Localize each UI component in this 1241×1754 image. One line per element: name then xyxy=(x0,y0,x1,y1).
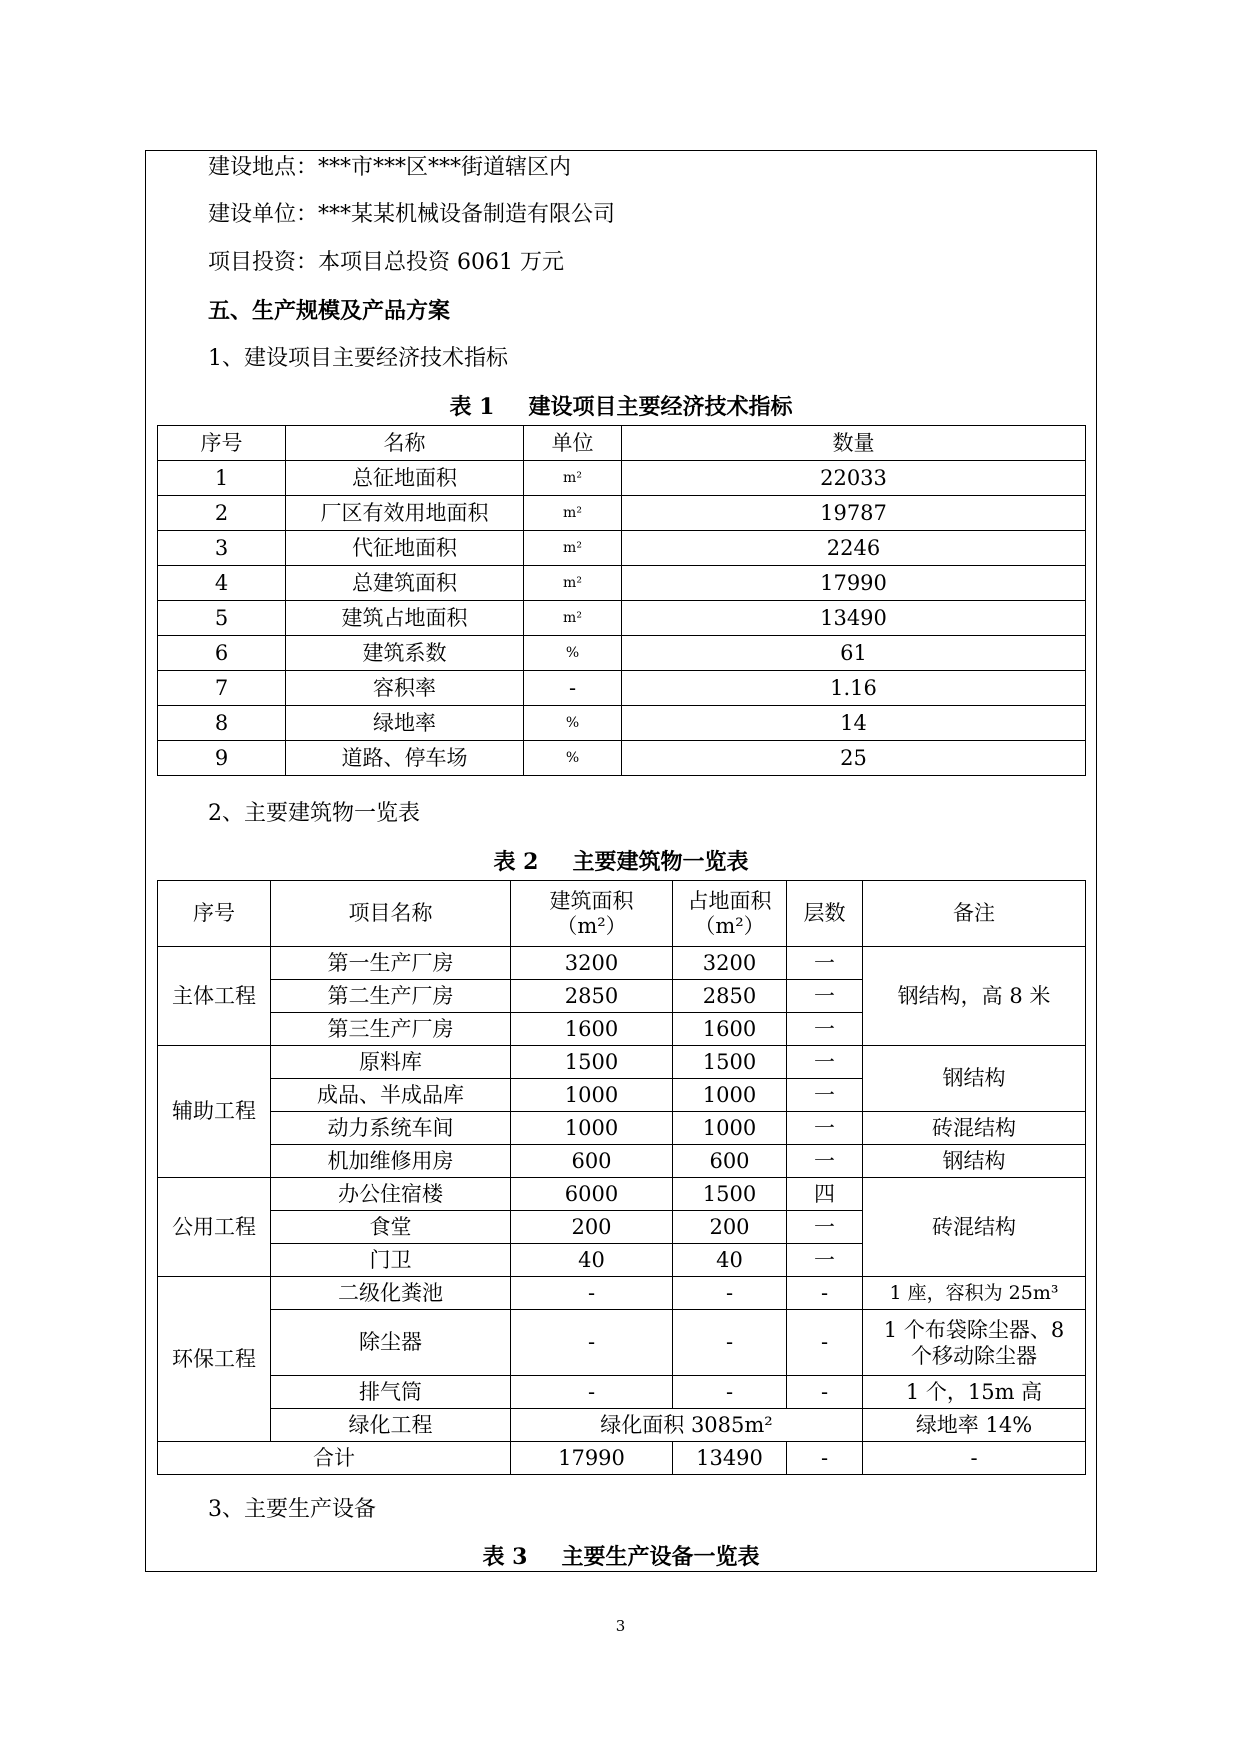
table-cell: 40 xyxy=(511,1244,673,1277)
table-cell: 14 xyxy=(622,706,1086,741)
table-cell: 13490 xyxy=(622,601,1086,636)
header-cell: 项目名称 xyxy=(271,881,511,947)
table-header-row xyxy=(158,881,1086,947)
table-cell: 动力系统车间 xyxy=(271,1112,511,1145)
table-cell: - xyxy=(787,1310,863,1376)
table-header-row xyxy=(158,426,1086,461)
table-cell: 2 xyxy=(158,496,286,531)
table-cell: 1000 xyxy=(511,1079,673,1112)
group-cell-aux: 辅助工程 xyxy=(158,1046,271,1178)
table-cell: 13490 xyxy=(673,1442,787,1475)
table-cell: 6000 xyxy=(511,1178,673,1211)
table-cell: - xyxy=(787,1277,863,1310)
table-cell: 8 xyxy=(158,706,286,741)
table-row xyxy=(158,496,1086,531)
table-cell: m² xyxy=(524,531,622,566)
table-cell: 19787 xyxy=(622,496,1086,531)
table-cell: % xyxy=(524,636,622,671)
table-cell: m² xyxy=(524,461,622,496)
table-row xyxy=(158,1310,1086,1376)
table-cell: 一 xyxy=(787,1046,863,1079)
table-3-caption-title: 主要生产设备一览表 xyxy=(561,1544,760,1570)
build-area-unit: （m²） xyxy=(556,913,627,938)
table-cell: m² xyxy=(524,566,622,601)
subsection-3: 3、主要生产设备 xyxy=(208,1497,376,1522)
header-cell: 单位 xyxy=(524,426,622,461)
table-cell: 61 xyxy=(622,636,1086,671)
table-cell: 建筑占地面积 xyxy=(286,601,524,636)
construction-unit: 建设单位：***某某机械设备制造有限公司 xyxy=(208,202,616,227)
table-cell: 25 xyxy=(622,741,1086,776)
subsection-2: 2、主要建筑物一览表 xyxy=(208,801,420,826)
note-cell: 1 座，容积为 25m³ xyxy=(863,1277,1086,1310)
table-cell: 1500 xyxy=(673,1046,787,1079)
table-cell: 食堂 xyxy=(271,1211,511,1244)
table-cell: 1000 xyxy=(673,1112,787,1145)
header-cell: 名称 xyxy=(286,426,524,461)
table-cell: 代征地面积 xyxy=(286,531,524,566)
table-1-caption-title: 建设项目主要经济技术指标 xyxy=(528,394,793,420)
table-cell: m² xyxy=(524,496,622,531)
table-cell: 一 xyxy=(787,1145,863,1178)
table-cell: 5 xyxy=(158,601,286,636)
table-cell: - xyxy=(787,1376,863,1409)
table-row xyxy=(158,1046,1086,1079)
table-cell: 1.16 xyxy=(622,671,1086,706)
note-cell: 1 个布袋除尘器、8 个移动除尘器 xyxy=(863,1310,1086,1376)
table-cell: % xyxy=(524,741,622,776)
table-cell: - xyxy=(673,1376,787,1409)
table-row xyxy=(158,636,1086,671)
table-row xyxy=(158,461,1086,496)
subsection-1: 1、建设项目主要经济技术指标 xyxy=(208,346,508,371)
table-cell: 3 xyxy=(158,531,286,566)
note-cell: 绿地率 14% xyxy=(863,1409,1086,1442)
table-row xyxy=(158,601,1086,636)
table-cell: - xyxy=(673,1310,787,1376)
table-cell: 1600 xyxy=(511,1013,673,1046)
table-cell: 3200 xyxy=(511,947,673,980)
table-cell: 一 xyxy=(787,1112,863,1145)
table-row xyxy=(158,566,1086,601)
table-cell: 道路、停车场 xyxy=(286,741,524,776)
table-cell: 一 xyxy=(787,1013,863,1046)
table-cell: 容积率 xyxy=(286,671,524,706)
buildings-table xyxy=(157,880,1086,1475)
table-cell: 除尘器 xyxy=(271,1310,511,1376)
table-cell: 绿化面积 3085m² xyxy=(511,1409,863,1442)
table-1-caption xyxy=(157,393,1085,421)
header-cell: 备注 xyxy=(863,881,1086,947)
table-2-caption-title: 主要建筑物一览表 xyxy=(572,849,749,875)
note-cell: 砖混结构 xyxy=(863,1178,1086,1277)
header-cell xyxy=(673,881,787,947)
table-cell: 一 xyxy=(787,947,863,980)
table-cell: 1500 xyxy=(673,1178,787,1211)
table-cell: 1000 xyxy=(673,1079,787,1112)
table-2-caption xyxy=(157,848,1085,876)
header-cell: 数量 xyxy=(622,426,1086,461)
table-cell: - xyxy=(673,1277,787,1310)
table-cell: 2850 xyxy=(673,980,787,1013)
table-cell: 40 xyxy=(673,1244,787,1277)
total-row xyxy=(158,1442,1086,1475)
project-investment: 项目投资：本项目总投资 6061 万元 xyxy=(208,250,564,275)
table-row xyxy=(158,741,1086,776)
table-cell: 17990 xyxy=(511,1442,673,1475)
table-cell: 第三生产厂房 xyxy=(271,1013,511,1046)
table-cell: - xyxy=(524,671,622,706)
table-cell: 办公住宿楼 xyxy=(271,1178,511,1211)
table-cell: 总征地面积 xyxy=(286,461,524,496)
table-cell: 3200 xyxy=(673,947,787,980)
header-cell xyxy=(511,881,673,947)
note-cell: 钢结构，高 8 米 xyxy=(863,947,1086,1046)
table-cell: m² xyxy=(524,601,622,636)
economic-indicators-table xyxy=(157,425,1086,776)
table-3-caption-number: 表 3 xyxy=(482,1544,528,1570)
table-row xyxy=(158,1178,1086,1211)
table-cell: - xyxy=(511,1376,673,1409)
table-cell: 1500 xyxy=(511,1046,673,1079)
table-cell: 2850 xyxy=(511,980,673,1013)
table-cell: 4 xyxy=(158,566,286,601)
header-cell: 序号 xyxy=(158,881,271,947)
table-cell: 200 xyxy=(511,1211,673,1244)
table-cell: 1000 xyxy=(511,1112,673,1145)
land-area-unit: （m²） xyxy=(694,913,765,938)
table-cell: 一 xyxy=(787,980,863,1013)
table-cell: - xyxy=(511,1310,673,1376)
table-cell: 一 xyxy=(787,1079,863,1112)
table-row xyxy=(158,671,1086,706)
group-cell-main: 主体工程 xyxy=(158,947,271,1046)
table-cell: 第一生产厂房 xyxy=(271,947,511,980)
table-cell: - xyxy=(863,1442,1086,1475)
table-cell: 机加维修用房 xyxy=(271,1145,511,1178)
group-cell-public: 公用工程 xyxy=(158,1178,271,1277)
table-cell: 厂区有效用地面积 xyxy=(286,496,524,531)
land-area-label: 占地面积 xyxy=(687,888,772,913)
table-row xyxy=(158,947,1086,980)
table-2-caption-number: 表 2 xyxy=(493,849,539,875)
table-cell: 600 xyxy=(511,1145,673,1178)
table-cell: 22033 xyxy=(622,461,1086,496)
table-row xyxy=(158,1376,1086,1409)
table-cell: 600 xyxy=(673,1145,787,1178)
table-cell: 门卫 xyxy=(271,1244,511,1277)
table-cell: 四 xyxy=(787,1178,863,1211)
header-cell: 序号 xyxy=(158,426,286,461)
table-cell: 1 xyxy=(158,461,286,496)
total-label: 合计 xyxy=(158,1442,511,1475)
table-cell: 建筑系数 xyxy=(286,636,524,671)
table-cell: 一 xyxy=(787,1244,863,1277)
table-row xyxy=(158,1277,1086,1310)
header-cell: 层数 xyxy=(787,881,863,947)
table-cell: 成品、半成品库 xyxy=(271,1079,511,1112)
table-cell: 一 xyxy=(787,1211,863,1244)
note-cell: 砖混结构 xyxy=(863,1112,1086,1145)
build-area-label: 建筑面积 xyxy=(549,888,634,913)
table-cell: 6 xyxy=(158,636,286,671)
table-cell: 绿化工程 xyxy=(271,1409,511,1442)
table-cell: - xyxy=(787,1442,863,1475)
table-cell: 排气筒 xyxy=(271,1376,511,1409)
table-row xyxy=(158,1112,1086,1145)
note-cell: 钢结构 xyxy=(863,1145,1086,1178)
note-cell: 1 个，15m 高 xyxy=(863,1376,1086,1409)
construction-location: 建设地点：***市***区***街道辖区内 xyxy=(208,155,572,180)
group-cell-env: 环保工程 xyxy=(158,1277,271,1442)
note-cell: 钢结构 xyxy=(863,1046,1086,1112)
table-cell: 200 xyxy=(673,1211,787,1244)
table-cell: 原料库 xyxy=(271,1046,511,1079)
table-cell: 17990 xyxy=(622,566,1086,601)
table-row xyxy=(158,531,1086,566)
table-cell: 9 xyxy=(158,741,286,776)
table-cell: - xyxy=(511,1277,673,1310)
table-cell: 第二生产厂房 xyxy=(271,980,511,1013)
table-cell: 总建筑面积 xyxy=(286,566,524,601)
table-cell: 二级化粪池 xyxy=(271,1277,511,1310)
table-row xyxy=(158,706,1086,741)
table-cell: % xyxy=(524,706,622,741)
table-cell: 绿地率 xyxy=(286,706,524,741)
section-heading: 五、生产规模及产品方案 xyxy=(208,298,451,324)
table-cell: 1600 xyxy=(673,1013,787,1046)
table-1-caption-number: 表 1 xyxy=(449,394,495,420)
table-cell: 2246 xyxy=(622,531,1086,566)
table-3-caption xyxy=(157,1543,1085,1571)
table-cell: 7 xyxy=(158,671,286,706)
table-row xyxy=(158,1145,1086,1178)
table-row xyxy=(158,1409,1086,1442)
page-number: 3 xyxy=(615,1617,626,1635)
